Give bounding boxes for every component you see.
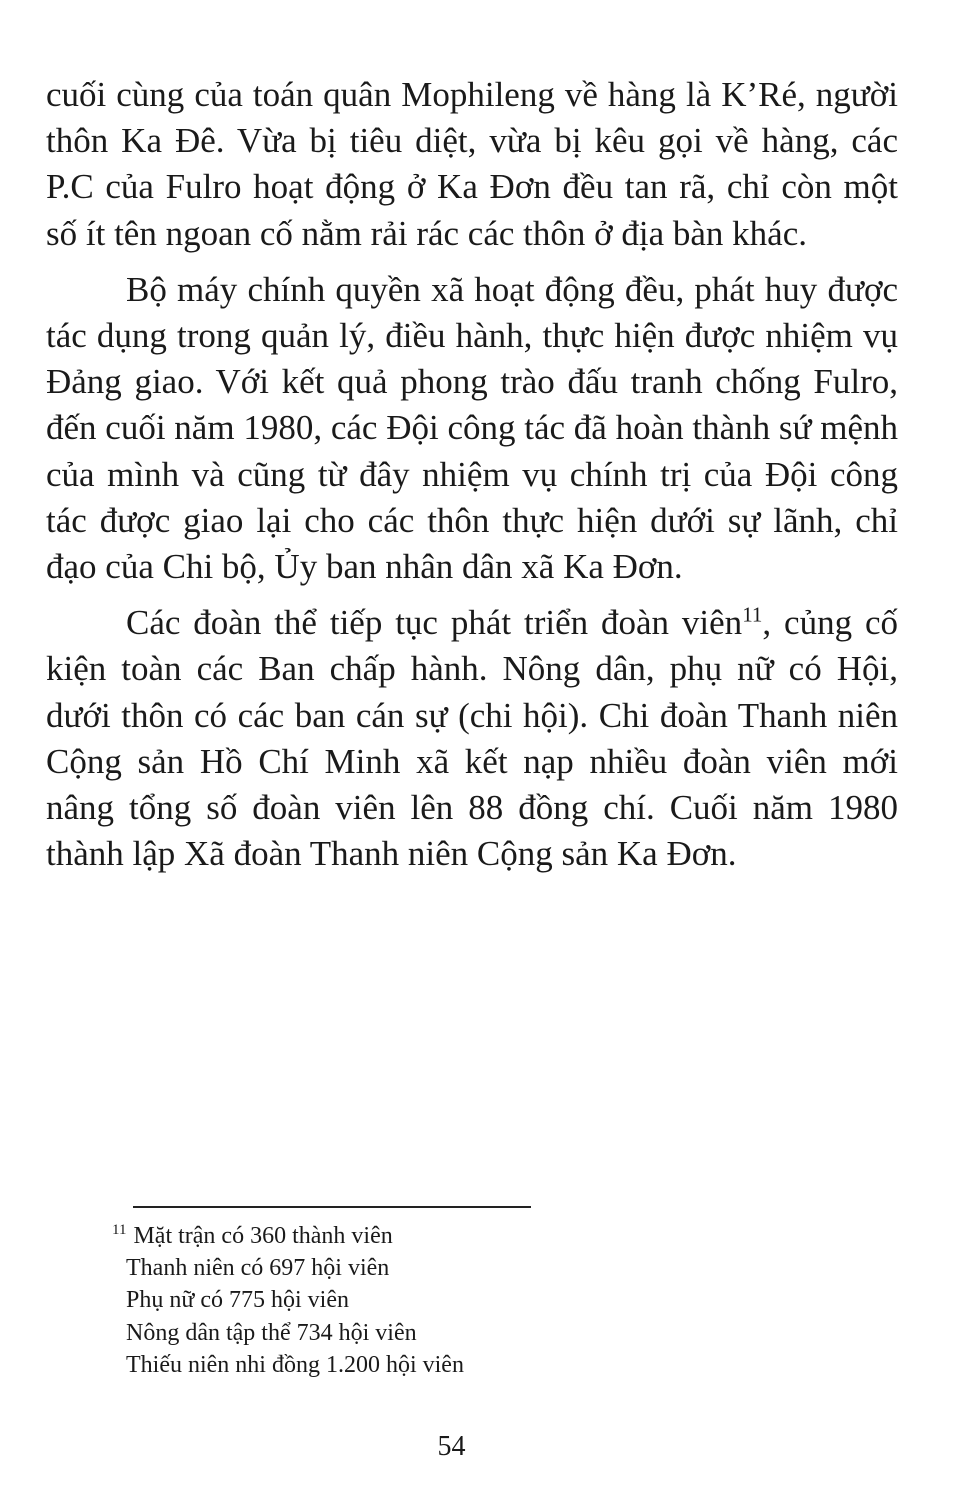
body-text [46,72,898,877]
footnote-line: Nông dân tập thể 734 hội viên [126,1319,417,1346]
footnotes [112,1220,872,1381]
footnote-reference: 11 [742,602,763,627]
paragraph-3-text-start: Các đoàn thể tiếp tục phát triển đoàn viên [126,603,743,643]
footnote-line: Thiếu niên nhi đồng 1.200 hội viên [126,1351,464,1378]
footnote-line-text: Mặt trận có 360 thành viên [133,1223,393,1249]
footnote-line: Phụ nữ có 775 hội viên [126,1287,349,1314]
paragraph-3 [46,600,898,877]
page-number: 54 [437,1431,466,1462]
paragraph-3-text-end: , củng cố kiện toàn các Ban chấp hành. Nông dân, phụ nữ có Hội, dưới thôn có các ban cán sự (chi hội). Chi đoàn Thanh niên Cộng sản Hồ Chí Minh xã kết nạp nhiều đoàn viên mới nâng tổng số đoàn viên lên 88 đồng chí. Cuối năm 1980 thành lập Xã đoàn Thanh niên Cộng sản Ka Đơn. [46,603,899,874]
footnote-line: Thanh niên có 697 hội viên [126,1255,390,1282]
paragraph-1: cuối cùng của toán quân Mophileng về hàng là K’Ré, người thôn Ka Đê. Vừa bị tiêu diệt, vừa bị kêu gọi về hàng, các P.C của Fulro hoạt động ở Ka Đơn đều tan rã, chỉ còn một số ít tên ngoan cố nằm rải rác các thôn ở địa bàn khác. [46,75,898,253]
footnote-separator [133,1206,531,1208]
footnote-mark: 11 [112,1222,127,1238]
paragraph-2: Bộ máy chính quyền xã hoạt động đều, phát huy được tác dụng trong quản lý, điều hành, thực hiện được nhiệm vụ Đảng giao. Với kết quả phong trào đấu tranh chống Fulro, đến cuối năm 1980, các Đội công tác đã hoàn thành sứ mệnh của mình và cũng từ đây nhiệm vụ chính trị của Đội công tác được giao lại cho các thôn thực hiện dưới sự lãnh, chỉ đạo của Chi bộ, Ủy ban nhân dân xã Ka Đơn. [46,269,898,587]
footnote-line [112,1220,872,1252]
